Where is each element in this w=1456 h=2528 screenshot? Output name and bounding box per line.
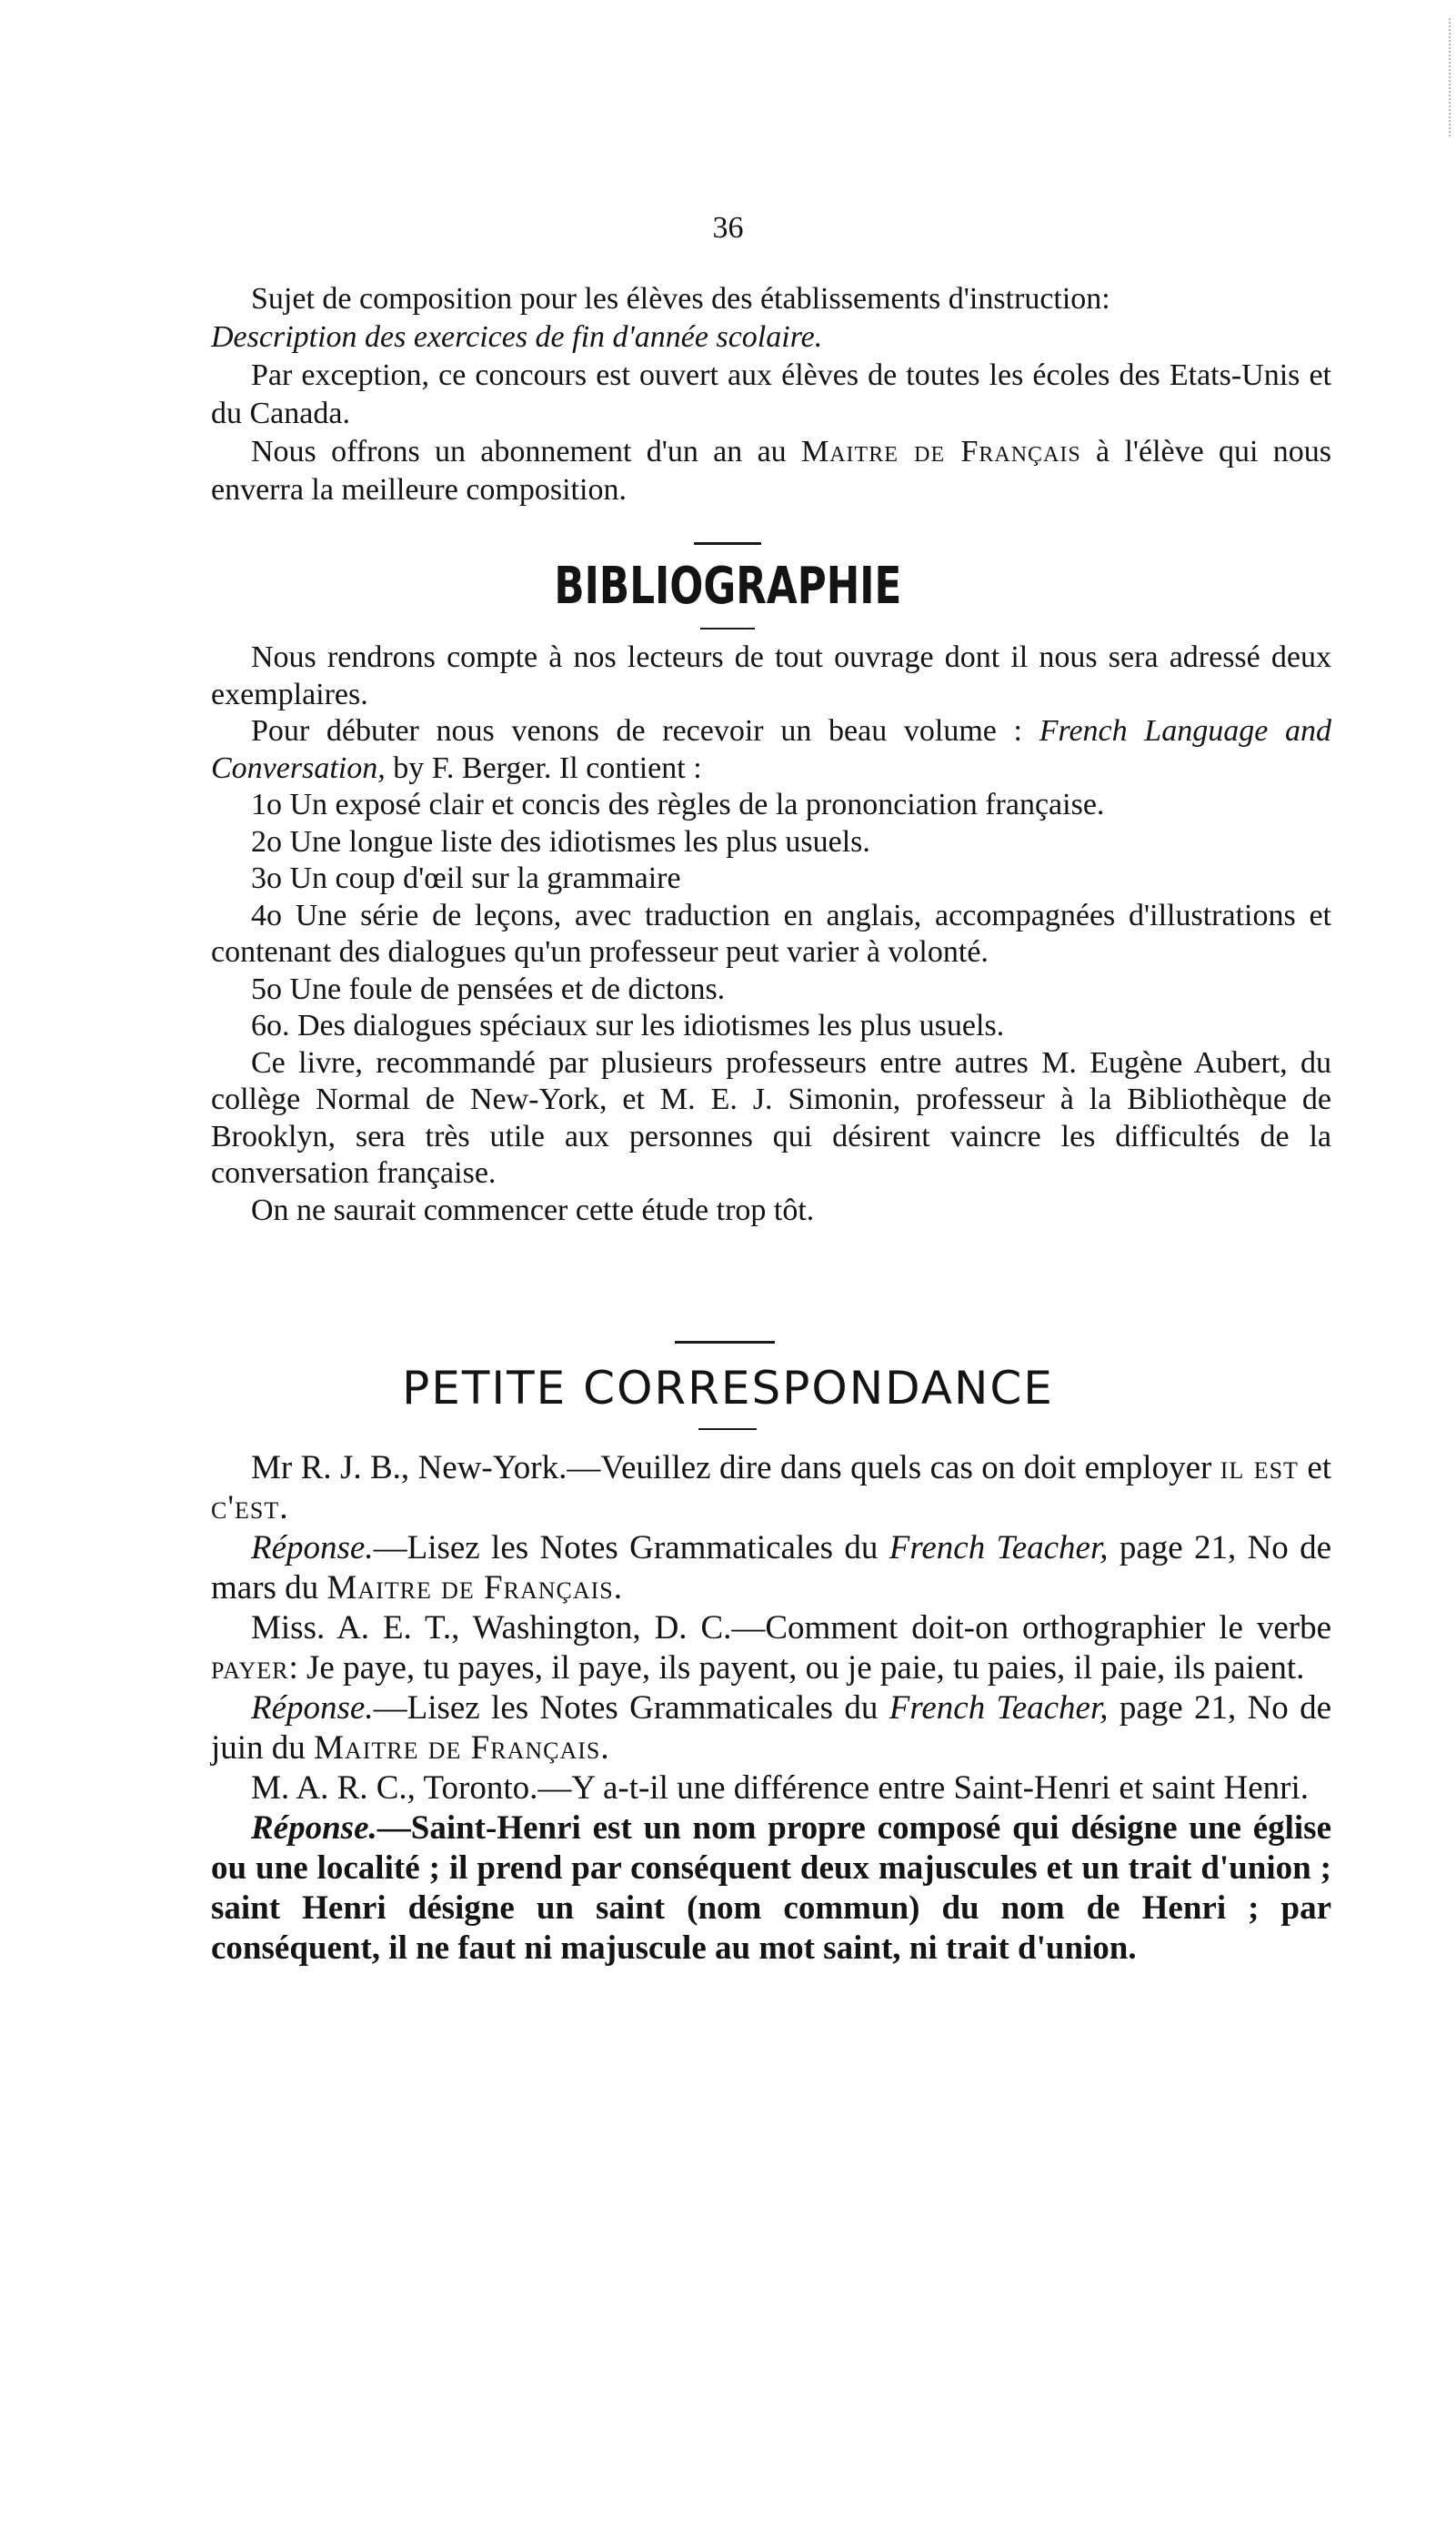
question-1-term: c'est. [211, 1489, 289, 1526]
answer-2-ref: page 21, No de juin du [211, 1689, 1332, 1767]
answer-label: Réponse. [251, 1529, 374, 1566]
intro-p3-end: à l'élève qui nous enverra la meilleure composition. [211, 435, 1332, 507]
divider-rule [698, 1428, 757, 1430]
book-title: French Language and Conversation, [211, 714, 1332, 785]
intro-p3-start: Nous offrons un abonnement d'un an au [251, 435, 787, 468]
bib-p2-end: by F. Berger. Il contient : [393, 750, 702, 785]
question-2-verb: payer [211, 1649, 289, 1687]
bib-list-item: 4o Une série de leçons, avec traduction en anglais, accompagnées d'illustrations et contenant des dialogues qu'un professeur peut varier à volonté. [211, 898, 1331, 969]
question-3: M. A. R. C., Toronto.—Y a-t-il une différence entre Saint-Henri et saint Henri. [251, 1769, 1309, 1807]
answer-3 [211, 1808, 1331, 1969]
journal-name: Maitre de Français. [314, 1729, 610, 1767]
bib-p2-start: Pour débuter nous venons de recevoir un beau volume : [251, 714, 1022, 748]
intro-paragraph-2: Par exception, ce concours est ouvert aux élèves de toutes les écoles des Etats-Unis et du Canada. [211, 358, 1331, 430]
intro-paragraph-1 [211, 280, 1331, 357]
bibliographie-section [211, 640, 1331, 1229]
answer-2-title: French Teacher, [889, 1689, 1109, 1727]
bib-list-item: 5o Une foule de pensées et de dictons. [251, 972, 726, 1006]
divider-rule [694, 542, 761, 545]
journal-name: Maitre de Français. [326, 1569, 623, 1606]
bib-paragraph-2 [211, 713, 1331, 787]
bib-paragraph-1: Nous rendrons compte à nos lecteurs de tout ouvrage dont il nous sera adressé deux exemplaires. [211, 640, 1331, 711]
bib-list-item: 3o Un coup d'œil sur la grammaire [251, 861, 681, 895]
answer-1-title: French Teacher, [889, 1529, 1109, 1566]
answer-1-ref: page 21, No de mars du [211, 1529, 1332, 1606]
intro-paragraph-3 [211, 433, 1331, 509]
divider-rule [700, 628, 755, 629]
answer-label: Réponse. [251, 1689, 374, 1727]
question-2-end: : Je paye, tu payes, il paye, ils payent, ou je paie, tu paies, il paie, ils paient. [288, 1649, 1305, 1687]
bib-paragraph-4: On ne saurait commencer cette étude trop tôt. [251, 1193, 815, 1227]
bib-list-item: 6o. Des dialogues spéciaux sur les idiotismes les plus usuels. [251, 1009, 1005, 1042]
correspondance-section [211, 1448, 1331, 1969]
question-1-term: il est [1220, 1449, 1299, 1486]
journal-name: Maitre de Français [800, 435, 1081, 468]
question-1 [211, 1448, 1331, 1528]
answer-label: Réponse. [251, 1809, 377, 1847]
bib-paragraph-3: Ce livre, recommandé par plusieurs professeurs entre autres M. Eugène Aubert, du collège Normal de New-York, et M. E. J. Simonin, professeur à la Bibliothèque de Brooklyn, sera très utile aux personnes qui désirent vaincre les difficultés de la conversation française. [211, 1045, 1331, 1190]
page-number: 36 [712, 211, 744, 245]
bib-list-item: 2o Une longue liste des idiotismes les plus usuels. [251, 824, 870, 859]
intro-line-1: Sujet de composition pour les élèves des établissements d'instruction: [251, 282, 1110, 316]
answer-3-text: —Saint-Henri est un nom propre composé qui désigne une église ou une localité ; il prend par conséquent deux majuscules et un trait d'union ; saint Henri désigne un saint (nom commun) du nom de Henri ; par conséquent, il ne faut ni majuscule au mot saint, ni trait d'union. [211, 1809, 1331, 1967]
answer-2 [211, 1688, 1331, 1768]
question-1-conj: et [1307, 1449, 1332, 1486]
answer-1-text: —Lisez les Notes Grammaticales du [373, 1529, 879, 1566]
bib-list-item: 1o Un exposé clair et concis des règles de la prononciation française. [251, 788, 1105, 821]
answer-2-text: —Lisez les Notes Grammaticales du [373, 1689, 879, 1727]
margin-speckle [1421, 18, 1451, 136]
intro-section [211, 280, 1331, 509]
answer-1 [211, 1528, 1331, 1608]
question-2 [211, 1608, 1331, 1688]
question-1-text: Mr R. J. B., New-York.—Veuillez dire dans quels cas on doit employer [251, 1449, 1212, 1486]
intro-italic-subject: Description des exercices de fin d'année scolaire. [211, 320, 823, 354]
bibliographie-heading: BIBLIOGRAPHIE [554, 557, 902, 616]
correspondance-heading: PETITE CORRESPONDANCE [402, 1362, 1054, 1415]
divider-rule [675, 1341, 775, 1344]
question-2-text: Miss. A. E. T., Washington, D. C.—Comment doit-on orthographier le verbe [251, 1609, 1331, 1647]
